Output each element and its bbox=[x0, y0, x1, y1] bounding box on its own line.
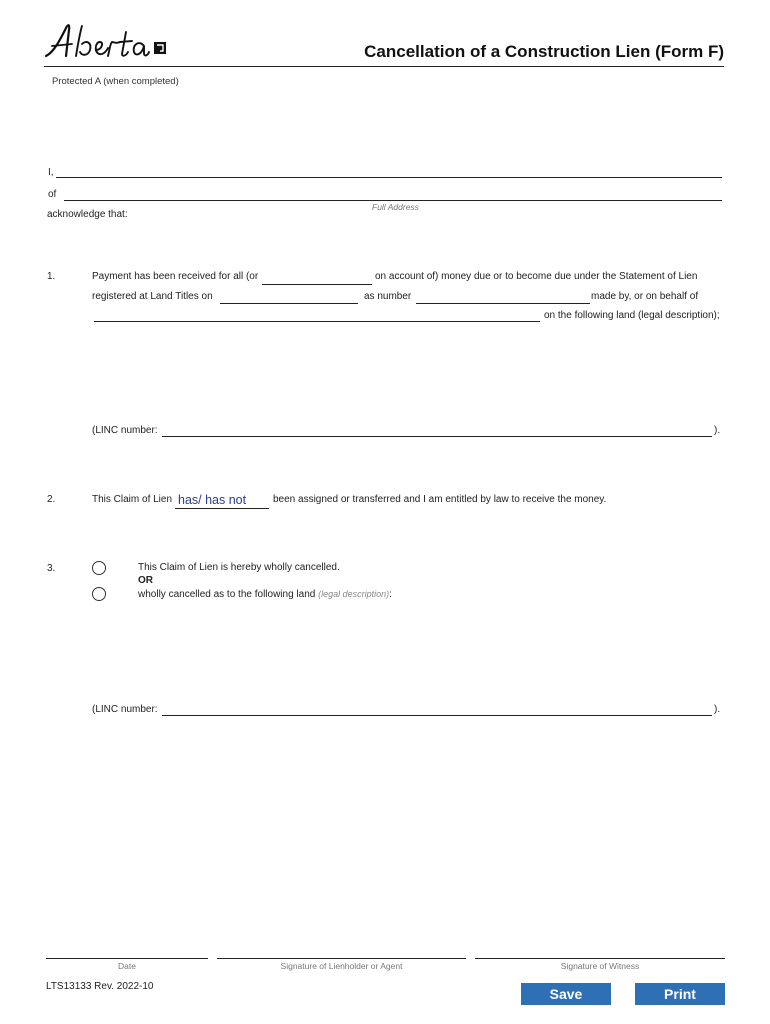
full-address-caption: Full Address bbox=[372, 202, 419, 212]
has-has-not-line bbox=[175, 508, 269, 509]
amount-line bbox=[262, 284, 372, 285]
address-line bbox=[64, 200, 722, 201]
item1-text-c: registered at Land Titles on bbox=[92, 291, 213, 302]
item3-number: 3. bbox=[47, 563, 56, 574]
registration-date-line bbox=[220, 303, 358, 304]
item1-text-a: Payment has been received for all (or bbox=[92, 271, 259, 282]
i-label: I, bbox=[48, 167, 54, 178]
has-has-not-field[interactable]: has/ has not bbox=[178, 493, 247, 507]
item1-text-d: as number bbox=[364, 291, 412, 302]
item3-option2 bbox=[138, 589, 392, 600]
lienholder-signature-caption: Signature of Lienholder or Agent bbox=[280, 961, 403, 971]
item1-linc-close: ). bbox=[714, 425, 721, 436]
item1-linc-line bbox=[162, 436, 712, 437]
wholly-cancelled-radio[interactable] bbox=[92, 561, 106, 575]
made-by-line bbox=[94, 321, 540, 322]
item2-number: 2. bbox=[47, 494, 56, 505]
lienholder-signature-line[interactable] bbox=[217, 958, 466, 959]
item2-text-a: This Claim of Lien bbox=[92, 494, 173, 505]
registration-number-line bbox=[416, 303, 590, 304]
alberta-logo-mark bbox=[44, 22, 168, 62]
item3-option2-text: wholly cancelled as to the following land bbox=[138, 589, 316, 600]
item3-linc-close: ). bbox=[714, 704, 721, 715]
of-label: of bbox=[48, 189, 57, 200]
item1-text-f: on the following land (legal description); bbox=[544, 310, 720, 321]
item3-option1: This Claim of Lien is hereby wholly cancelled. bbox=[138, 562, 340, 573]
item2-text-b: been assigned or transferred and I am entitled by law to receive the money. bbox=[273, 494, 607, 505]
item3-option2-italic: (legal description) bbox=[318, 589, 390, 599]
item1-text-b: on account of) money due or to become due under the Statement of Lien bbox=[375, 271, 698, 282]
alberta-logo bbox=[44, 22, 168, 62]
date-caption: Date bbox=[118, 961, 136, 971]
name-line bbox=[56, 177, 722, 178]
witness-signature-caption: Signature of Witness bbox=[560, 961, 640, 971]
item1-text-e: made by, or on behalf of bbox=[591, 291, 699, 302]
form-code: LTS13133 Rev. 2022-10 bbox=[46, 981, 154, 992]
print-button[interactable]: Print bbox=[635, 983, 725, 1005]
item3-linc-line bbox=[162, 715, 712, 716]
witness-signature-line[interactable] bbox=[475, 958, 725, 959]
item1-linc-label: (LINC number: bbox=[92, 425, 158, 436]
date-line bbox=[46, 958, 208, 959]
header-rule bbox=[44, 66, 724, 67]
acknowledge-label: acknowledge that: bbox=[47, 209, 128, 220]
save-button[interactable]: Save bbox=[521, 983, 611, 1005]
form-title: Cancellation of a Construction Lien (Form F) bbox=[364, 42, 724, 61]
protected-note: Protected A (when completed) bbox=[52, 76, 179, 87]
item3-linc-label: (LINC number: bbox=[92, 704, 158, 715]
partially-cancelled-radio[interactable] bbox=[92, 587, 106, 601]
item3-option2-colon: : bbox=[389, 589, 392, 600]
item3-or: OR bbox=[138, 575, 153, 586]
item1-number: 1. bbox=[47, 271, 56, 282]
